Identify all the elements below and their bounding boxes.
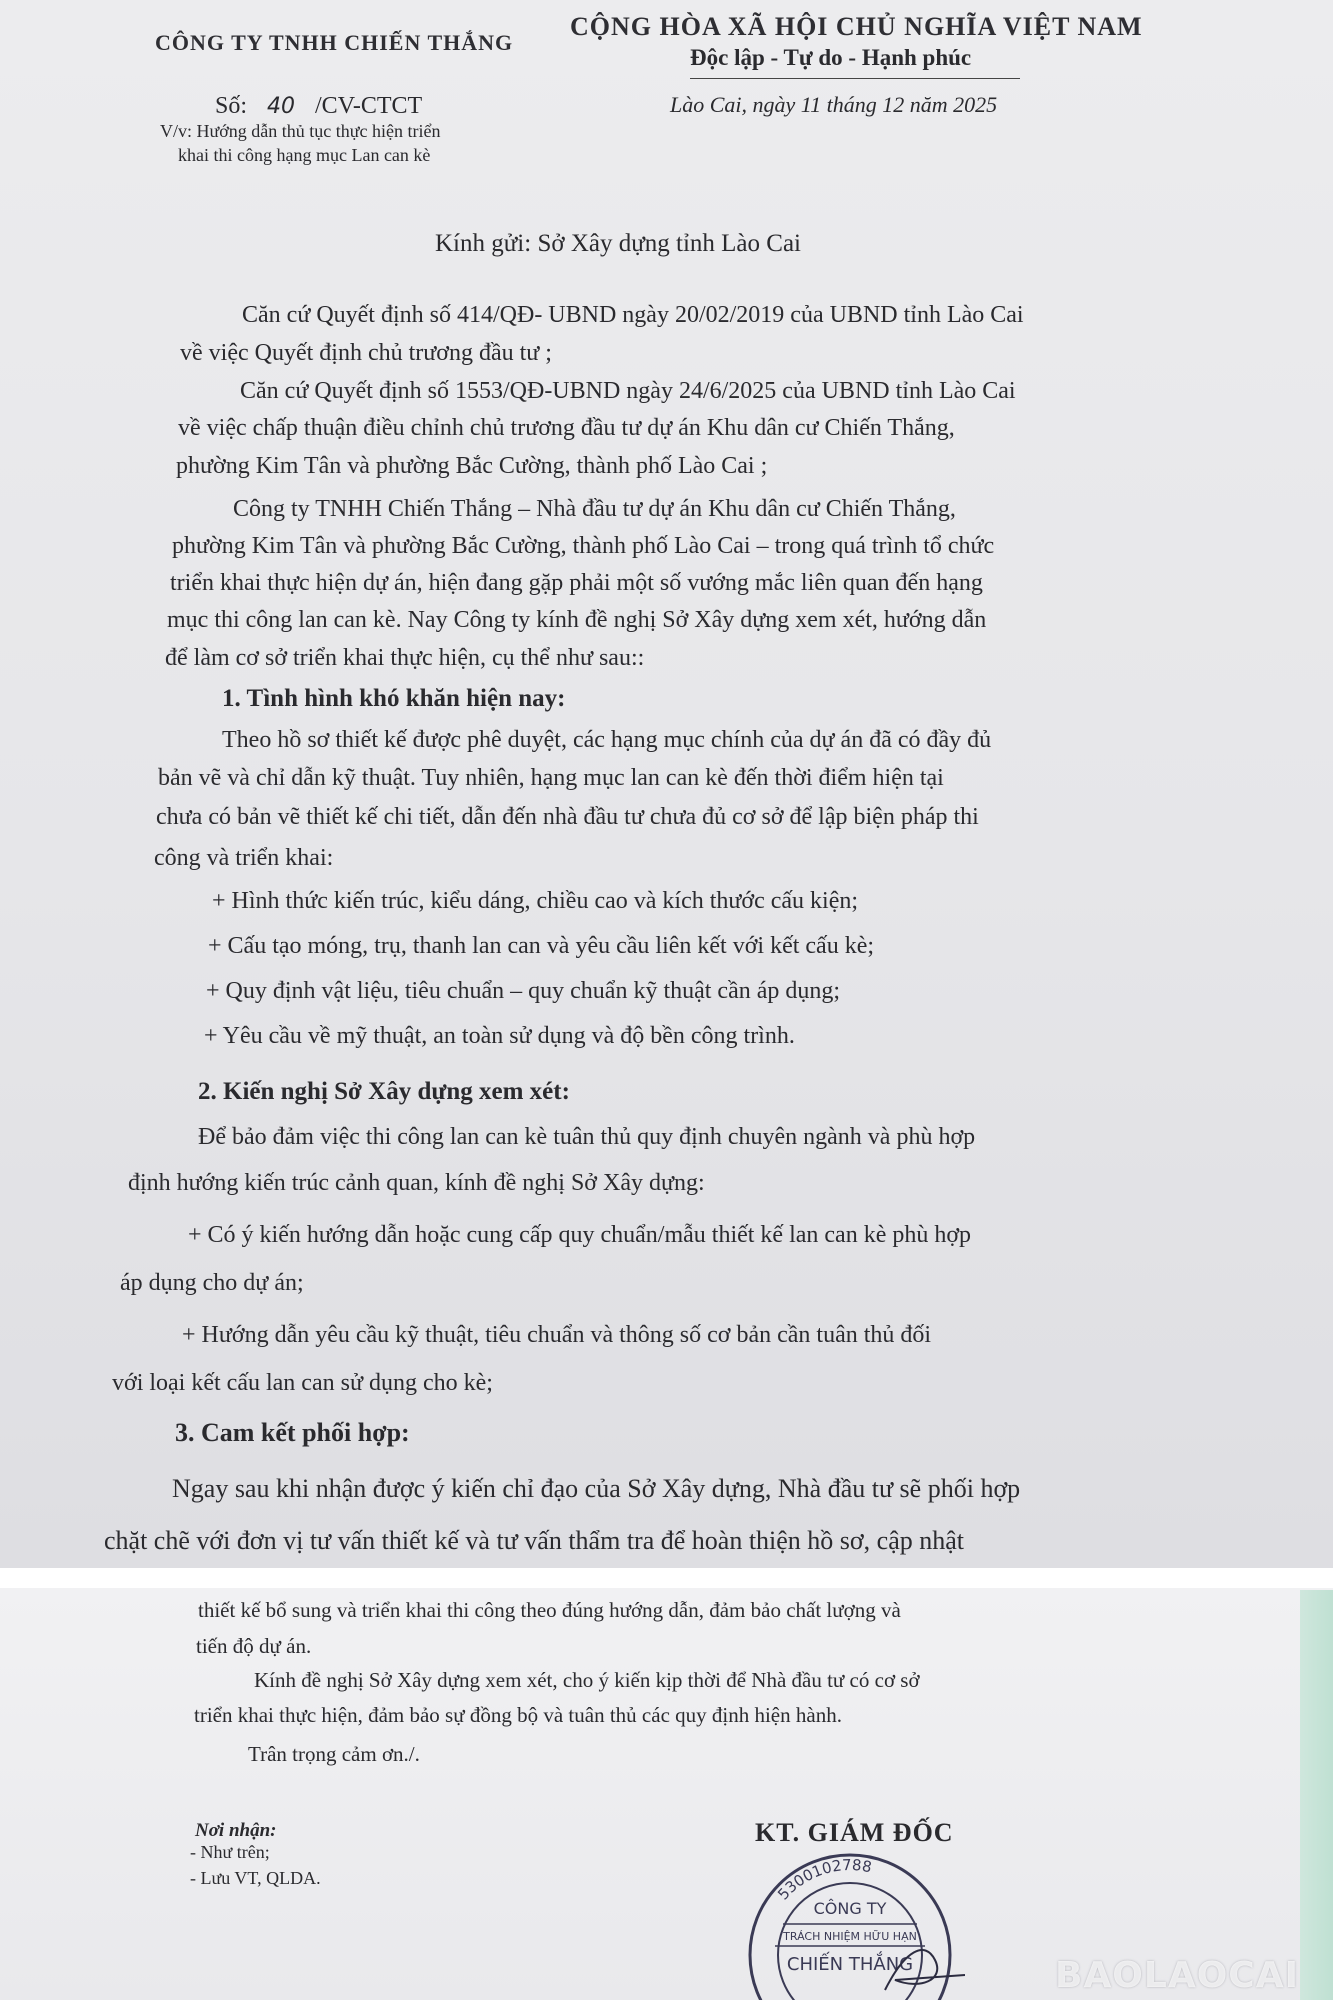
company-name: CÔNG TY TNHH CHIẾN THẮNG: [155, 30, 514, 55]
recipient: Kính gửi: Sở Xây dựng tỉnh Lào Cai: [435, 230, 801, 257]
body-line: thiết kế bổ sung và triển khai thi công theo đúng hướng dẫn, đảm bảo chất lượng và: [198, 1598, 901, 1622]
body-line: chặt chẽ với đơn vị tư vấn thiết kế và tư vấn thẩm tra để hoàn thiện hồ sơ, cập nhật: [104, 1526, 965, 1555]
recipients-heading: Nơi nhận:: [195, 1820, 277, 1841]
motto: Độc lập - Tự do - Hạnh phúc: [690, 45, 972, 70]
body-line: triển khai thực hiện dự án, hiện đang gặp phải một số vướng mắc liên quan đến hạng: [170, 570, 983, 596]
section-heading: 1. Tình hình khó khăn hiện nay:: [222, 685, 566, 712]
body-line: áp dụng cho dự án;: [120, 1270, 304, 1296]
body-line: với loại kết cấu lan can sử dụng cho kè;: [112, 1370, 493, 1396]
body-line: Để bảo đảm việc thi công lan can kè tuân thủ quy định chuyên ngành và phù hợp: [198, 1124, 976, 1150]
section-heading: 3. Cam kết phối hợp:: [175, 1418, 410, 1447]
subject-line-1: V/v: Hướng dẫn thủ tục thực hiện triển: [160, 121, 441, 141]
recipient-item: - Lưu VT, QLDA.: [190, 1868, 321, 1888]
body-line: bản vẽ và chỉ dẫn kỹ thuật. Tuy nhiên, hạng mục lan can kè đến thời điểm hiện tại: [158, 765, 944, 791]
body-line: mục thi công lan can kè. Nay Công ty kính đề nghị Sở Xây dựng xem xét, hướng dẫn: [167, 607, 987, 633]
bullet-item: + Hình thức kiến trúc, kiểu dáng, chiều cao và kích thước cấu kiện;: [212, 888, 859, 914]
page-gap: [0, 1568, 1333, 1588]
body-line: tiến độ dự án.: [196, 1634, 312, 1658]
motto-underline: [690, 78, 1020, 79]
body-line: về việc chấp thuận điều chỉnh chủ trương đầu tư dự án Khu dân cư Chiến Thắng,: [178, 415, 955, 441]
stamp-line-1: CÔNG TY: [813, 1899, 887, 1918]
bullet-item: + Yêu cầu về mỹ thuật, an toàn sử dụng và độ bền công trình.: [204, 1023, 795, 1049]
section-heading: 2. Kiến nghị Sở Xây dựng xem xét:: [198, 1078, 570, 1105]
number-prefix: Số:: [215, 93, 248, 119]
body-line: phường Kim Tân và phường Bắc Cường, thành phố Lào Cai ;: [176, 453, 768, 479]
body-line: triển khai thực hiện, đảm bảo sự đồng bộ và tuân thủ các quy định hiện hành.: [194, 1703, 842, 1727]
company-stamp: [735, 1840, 965, 2000]
number-handwritten: 40: [267, 94, 296, 119]
subject-line-2: khai thi công hạng mục Lan can kè: [178, 145, 431, 165]
bullet-item: + Cấu tạo móng, trụ, thanh lan can và yêu cầu liên kết với kết cấu kè;: [208, 933, 875, 959]
stamp-line-2: TRÁCH NHIỆM HỮU HẠN: [783, 1930, 917, 1943]
body-line: + Hướng dẫn yêu cầu kỹ thuật, tiêu chuẩn và thông số cơ bản cần tuân thủ đối: [182, 1322, 932, 1348]
body-line: chưa có bản vẽ thiết kế chi tiết, dẫn đến nhà đầu tư chưa đủ cơ sở để lập biện pháp thi: [156, 804, 979, 830]
stamp-line-3: CHIẾN THẮNG: [786, 1954, 914, 1975]
body-line: Ngay sau khi nhận được ý kiến chỉ đạo của Sở Xây dựng, Nhà đầu tư sẽ phối hợp: [172, 1474, 1021, 1503]
body-line: Theo hồ sơ thiết kế được phê duyệt, các hạng mục chính của dự án đã có đầy đủ: [222, 727, 992, 753]
stamp-tax-code: 5300102788: [774, 1855, 874, 1904]
background-strip: [1300, 1590, 1333, 2000]
nation-title: CỘNG HÒA XÃ HỘI CHỦ NGHĨA VIỆT NAM: [570, 12, 1143, 41]
recipient-item: - Như trên;: [190, 1842, 270, 1862]
body-line: định hướng kiến trúc cảnh quan, kính đề nghị Sở Xây dựng:: [128, 1170, 705, 1196]
body-line: phường Kim Tân và phường Bắc Cường, thành phố Lào Cai – trong quá trình tổ chức: [172, 533, 995, 559]
body-line: về việc Quyết định chủ trương đầu tư ;: [180, 340, 552, 366]
bullet-item: + Quy định vật liệu, tiêu chuẩn – quy chuẩn kỹ thuật cần áp dụng;: [206, 978, 841, 1004]
body-line: + Có ý kiến hướng dẫn hoặc cung cấp quy chuẩn/mẫu thiết kế lan can kè phù hợp: [188, 1222, 972, 1248]
closing-line: Trân trọng cảm ơn./.: [248, 1742, 420, 1766]
watermark: BAOLAOCAI: [1055, 1955, 1299, 1996]
body-line: Căn cứ Quyết định số 1553/QĐ-UBND ngày 24/6/2025 của UBND tỉnh Lào Cai: [240, 378, 1016, 404]
signatory-title: KT. GIÁM ĐỐC: [755, 1818, 954, 1847]
body-line: Kính đề nghị Sở Xây dựng xem xét, cho ý kiến kịp thời để Nhà đầu tư có cơ sở: [254, 1668, 920, 1692]
body-line: Căn cứ Quyết định số 414/QĐ- UBND ngày 20/02/2019 của UBND tỉnh Lào Cai: [242, 302, 1024, 328]
body-line: công và triển khai:: [154, 845, 334, 871]
place-date: Lào Cai, ngày 11 tháng 12 năm 2025: [670, 92, 998, 117]
document-number: [215, 93, 422, 120]
body-line: để làm cơ sở triển khai thực hiện, cụ thể như sau::: [165, 645, 645, 671]
number-suffix: /CV-CTCT: [315, 93, 423, 119]
body-line: Công ty TNHH Chiến Thắng – Nhà đầu tư dự án Khu dân cư Chiến Thắng,: [233, 496, 956, 522]
svg-text:5300102788: [774, 1856, 873, 1904]
